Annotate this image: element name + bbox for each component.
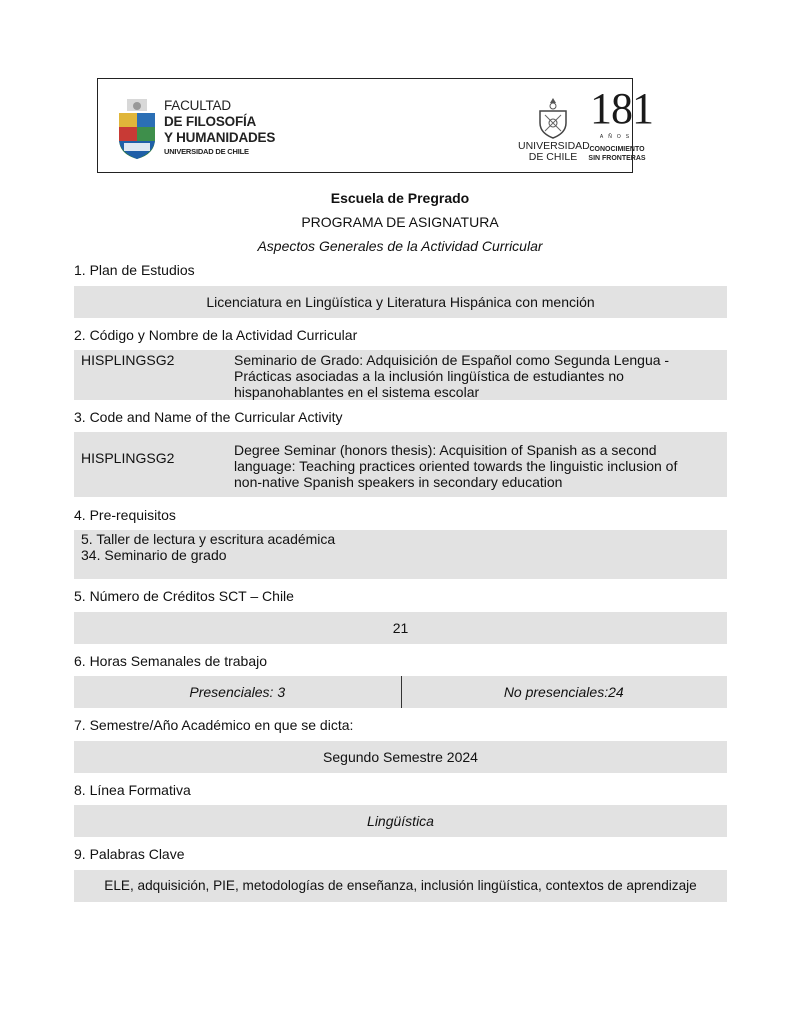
section-2-name-line-1: Seminario de Grado: Adquisición de Español como Segunda Lengua - xyxy=(234,352,670,368)
section-4-label: 4. Pre-requisitos xyxy=(74,507,176,523)
section-3-name-line-2: language: Teaching practices oriented towards the linguistic inclusion of xyxy=(234,458,678,474)
section-1-label: 1. Plan de Estudios xyxy=(74,262,195,278)
section-5-value: 21 xyxy=(74,612,727,644)
anniversary-number: 181 xyxy=(590,84,653,133)
university-line-2: DE CHILE xyxy=(528,151,578,163)
school-title: Escuela de Pregrado xyxy=(330,190,470,206)
section-8-label: 8. Línea Formativa xyxy=(74,782,191,798)
faculty-shield-icon xyxy=(118,99,156,161)
anniversary-motto xyxy=(587,145,647,163)
prerequisite-item: 34. Seminario de grado xyxy=(81,547,227,563)
section-7-value: Segundo Semestre 2024 xyxy=(74,741,727,773)
section-9-label: 9. Palabras Clave xyxy=(74,846,185,862)
header-logo-box xyxy=(97,78,653,173)
section-3-name xyxy=(234,442,719,490)
section-6-box xyxy=(74,676,727,708)
section-3-name-line-3: non-native Spanish speakers in secondary education xyxy=(234,474,563,490)
hours-no-presencial: No presenciales:24 xyxy=(503,684,624,700)
faculty-name xyxy=(164,98,275,158)
section-5-label: 5. Número de Créditos SCT – Chile xyxy=(74,588,294,604)
section-4-box xyxy=(74,530,727,579)
aspects-subtitle: Aspectos Generales de la Actividad Curricular xyxy=(257,238,543,254)
section-6-label: 6. Horas Semanales de trabajo xyxy=(74,653,267,669)
section-3-label: 3. Code and Name of the Curricular Activity xyxy=(74,409,343,425)
section-7-label: 7. Semestre/Año Académico en que se dicta: xyxy=(74,717,354,733)
prerequisite-item: 5. Taller de lectura y escritura académica xyxy=(81,531,336,547)
anniversary-word: AÑOS xyxy=(599,134,635,140)
section-2-box xyxy=(74,350,727,400)
university-shield-icon xyxy=(536,97,570,139)
section-1-value: Licenciatura en Lingüística y Literatura Hispánica con mención xyxy=(74,286,727,318)
section-3-box xyxy=(74,432,727,497)
section-9-value: ELE, adquisición, PIE, metodologías de enseñanza, inclusión lingüística, contextos de aprendizaje xyxy=(74,870,727,902)
section-3-name-line-1: Degree Seminar (honors thesis): Acquisition of Spanish as a second xyxy=(234,442,657,458)
section-8-value: Lingüística xyxy=(74,805,727,837)
section-2-name-line-2: Prácticas asociadas a la inclusión lingüística de estudiantes no xyxy=(234,368,624,384)
hours-presencial: Presenciales: 3 xyxy=(189,684,286,700)
section-3-code: HISPLINGSG2 xyxy=(81,450,175,466)
faculty-line-1: FACULTAD xyxy=(164,98,231,113)
faculty-line-4: UNIVERSIDAD DE CHILE xyxy=(164,147,249,156)
section-2-name-line-3: hispanohablantes en el sistema escolar xyxy=(234,384,480,400)
section-2-label: 2. Código y Nombre de la Actividad Curricular xyxy=(74,327,358,343)
faculty-line-2: DE FILOSOFÍA xyxy=(164,114,257,129)
section-2-name xyxy=(234,352,719,400)
motto-line-2: SIN FRONTERAS xyxy=(588,155,646,162)
motto-line-1: CONOCIMIENTO xyxy=(589,146,645,153)
faculty-line-3: Y HUMANIDADES xyxy=(164,130,276,145)
university-name xyxy=(518,141,588,163)
section-2-code: HISPLINGSG2 xyxy=(81,352,175,368)
program-title: PROGRAMA DE ASIGNATURA xyxy=(301,214,499,230)
university-line-1: UNIVERSIDAD xyxy=(518,140,590,152)
